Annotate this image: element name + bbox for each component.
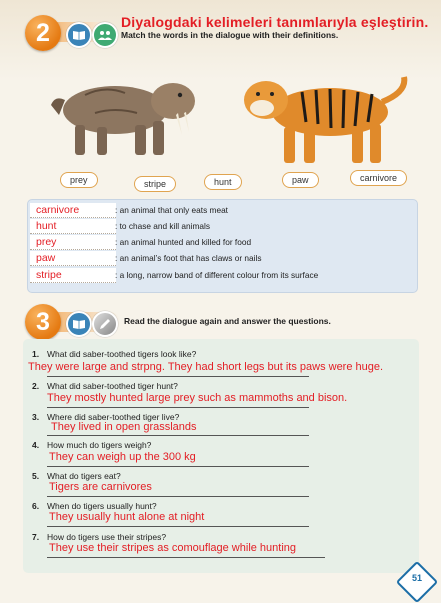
- answer-line-3: [47, 434, 309, 436]
- question-number-1: 1.: [32, 349, 40, 359]
- tiger-image: [232, 62, 412, 172]
- answer-line-5: [47, 495, 309, 497]
- page-number: 51: [411, 573, 422, 583]
- question-text-1: What did saber-toothed tigers look like?: [47, 349, 197, 359]
- definition-text-4: : an animal’s foot that has claws or nails: [115, 253, 262, 263]
- question-number-2: 2.: [32, 381, 40, 391]
- answer-4[interactable]: They can weigh up the 300 kg: [49, 451, 196, 463]
- pencil-icon: [92, 311, 118, 337]
- group-work-icon: [92, 22, 118, 48]
- word-chip-stripe: stripe: [134, 176, 176, 192]
- question-number-7: 7.: [32, 532, 40, 542]
- question-text-7: How do tigers use their stripes?: [47, 532, 167, 542]
- answer-line-7: [47, 556, 325, 558]
- word-chip-prey: prey: [60, 172, 98, 188]
- saber-toothed-tiger-image: [45, 55, 205, 165]
- book-icon: [66, 311, 92, 337]
- answer-line-6: [47, 525, 309, 527]
- definition-answer-1[interactable]: carnivore: [30, 203, 116, 218]
- exercise-number-badge: 2: [25, 15, 61, 51]
- answer-2[interactable]: They mostly hunted large prey such as mammoths and bison.: [47, 392, 348, 404]
- exercise3-instruction: Read the dialogue again and answer the questions.: [124, 316, 331, 326]
- answer-6[interactable]: They usually hunt alone at night: [49, 511, 205, 523]
- definition-text-5: : a long, narrow band of different colour from its surface: [115, 270, 319, 280]
- definition-answer-5[interactable]: stripe: [30, 268, 116, 283]
- definition-text-1: : an animal that only eats meat: [115, 205, 228, 215]
- definition-text-3: : an animal hunted and killed for food: [115, 237, 252, 247]
- exercise2-instruction: Match the words in the dialogue with their definitions.: [121, 30, 339, 40]
- question-number-6: 6.: [32, 501, 40, 511]
- question-text-2: What did saber-toothed tiger hunt?: [47, 381, 178, 391]
- question-text-6: When do tigers usually hunt?: [47, 501, 157, 511]
- exercise-number-badge: 3: [25, 304, 61, 340]
- question-text-3: Where did saber-toothed tiger live?: [47, 412, 180, 422]
- word-chip-hunt: hunt: [204, 174, 242, 190]
- question-number-5: 5.: [32, 471, 40, 481]
- definition-answer-2[interactable]: hunt: [30, 219, 116, 234]
- question-number-4: 4.: [32, 440, 40, 450]
- answer-line-2: [47, 406, 309, 408]
- question-text-5: What do tigers eat?: [47, 471, 121, 481]
- exercise2-turkish-title: Diyalogdaki kelimeleri tanımlarıyla eşleştirin.: [121, 14, 429, 30]
- definition-answer-3[interactable]: prey: [30, 235, 116, 250]
- question-text-4: How much do tigers weigh?: [47, 440, 152, 450]
- book-icon: [66, 22, 92, 48]
- definition-text-2: : to chase and kill animals: [115, 221, 211, 231]
- answer-line-4: [47, 465, 309, 467]
- word-chip-paw: paw: [282, 172, 319, 188]
- answer-3[interactable]: They lived in open grasslands: [51, 421, 197, 433]
- answer-1[interactable]: They were large and strpng. They had short legs but its paws were huge.: [28, 361, 384, 373]
- answer-5[interactable]: Tigers are carnivores: [49, 481, 152, 493]
- question-number-3: 3.: [32, 412, 40, 422]
- word-chip-carnivore: carnivore: [350, 170, 407, 186]
- definition-answer-4[interactable]: paw: [30, 251, 116, 266]
- answer-line-1: [47, 375, 309, 377]
- answer-7[interactable]: They use their stripes as comouflage while hunting: [49, 542, 297, 554]
